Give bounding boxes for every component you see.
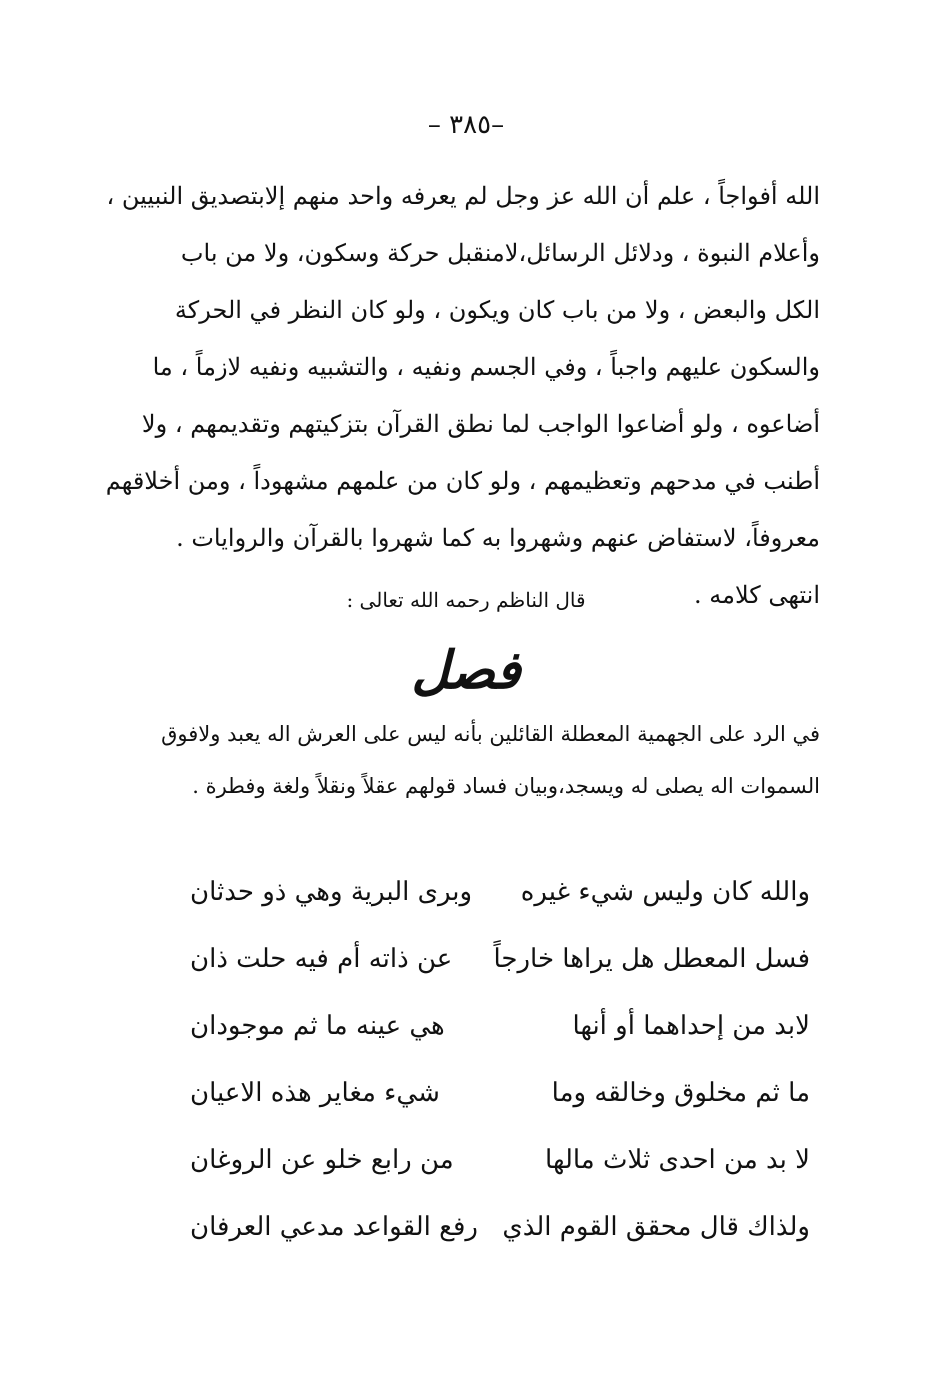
verse — [190, 858, 810, 925]
prose-line: انتهى كلامه . — [693, 581, 820, 609]
prose-line: والسكون عليهم واجباً ، وفي الجسم ونفيه ، والتشبيه ونفيه لازماً ، ما — [152, 353, 820, 381]
prose-line: وأعلام النبوة ، ودلائل الرسائل،لامنقبل حركة وسكون، ولا من باب — [180, 239, 820, 267]
verse — [190, 1193, 810, 1260]
subtitle-line: في الرد على الجهمية المعطلة القائلين بأنه ليس على العرش اله يعبد ولافوق — [161, 722, 820, 746]
section-heading: فصل — [411, 640, 521, 701]
section-subtitle — [161, 708, 820, 812]
intro-line: قال الناظم رحمه الله تعالى : — [346, 588, 586, 612]
prose-paragraph — [105, 168, 820, 624]
second-hemistich: هي عينه ما ثم موجودان — [190, 1010, 445, 1041]
prose-line: معروفاً، لاستفاض عنهم وشهروا به كما شهروا بالقرآن والروايات . — [176, 524, 820, 552]
second-hemistich: شيء مغاير هذه الاعيان — [190, 1077, 440, 1108]
second-hemistich: رفع القواعد مدعي العرفان — [190, 1211, 478, 1242]
verse — [190, 992, 810, 1059]
verse — [190, 1059, 810, 1126]
prose-line: الله أفواجاً ، علم أن الله عز وجل لم يعرفه واحد منهم إلابتصديق النبيين ، — [106, 182, 820, 210]
second-hemistich: عن ذاته أم فيه حلت ذان — [190, 943, 453, 974]
first-hemistich: والله كان وليس شيء غيره — [520, 876, 810, 907]
first-hemistich: لابد من إحداهما أو أنها — [572, 1010, 810, 1041]
subtitle-line: السموات اله يصلى له ويسجد،وبيان فساد قولهم عقلاً ونقلاً ولغة وفطرة . — [192, 774, 820, 798]
second-hemistich: من رابع خلو عن الروغان — [190, 1144, 454, 1175]
first-hemistich: ما ثم مخلوق وخالقه وما — [551, 1077, 810, 1108]
prose-line: أطنب في مدحهم وتعظيمهم ، ولو كان من علمهم مشهوداً ، ومن أخلاقهم — [105, 467, 820, 495]
poem — [190, 858, 810, 1260]
second-hemistich: وبرى البرية وهي ذو حدثان — [190, 876, 473, 907]
first-hemistich: لا بد من احدى ثلاث مالها — [545, 1144, 810, 1175]
verse — [190, 1126, 810, 1193]
page-number: –٣٨٥ – — [427, 110, 505, 140]
prose-line: أضاعوه ، ولو أضاعوا الواجب لما نطق القرآن بتزكيتهم وتقديمهم ، ولا — [141, 410, 820, 438]
first-hemistich: ولذاك قال محقق القوم الذي — [502, 1211, 810, 1242]
first-hemistich: فسل المعطل هل يراها خارجاً — [493, 943, 810, 974]
prose-line: الكل والبعض ، ولا من باب كان ويكون ، ولو كان النظر في الحركة — [174, 296, 820, 324]
verse — [190, 925, 810, 992]
